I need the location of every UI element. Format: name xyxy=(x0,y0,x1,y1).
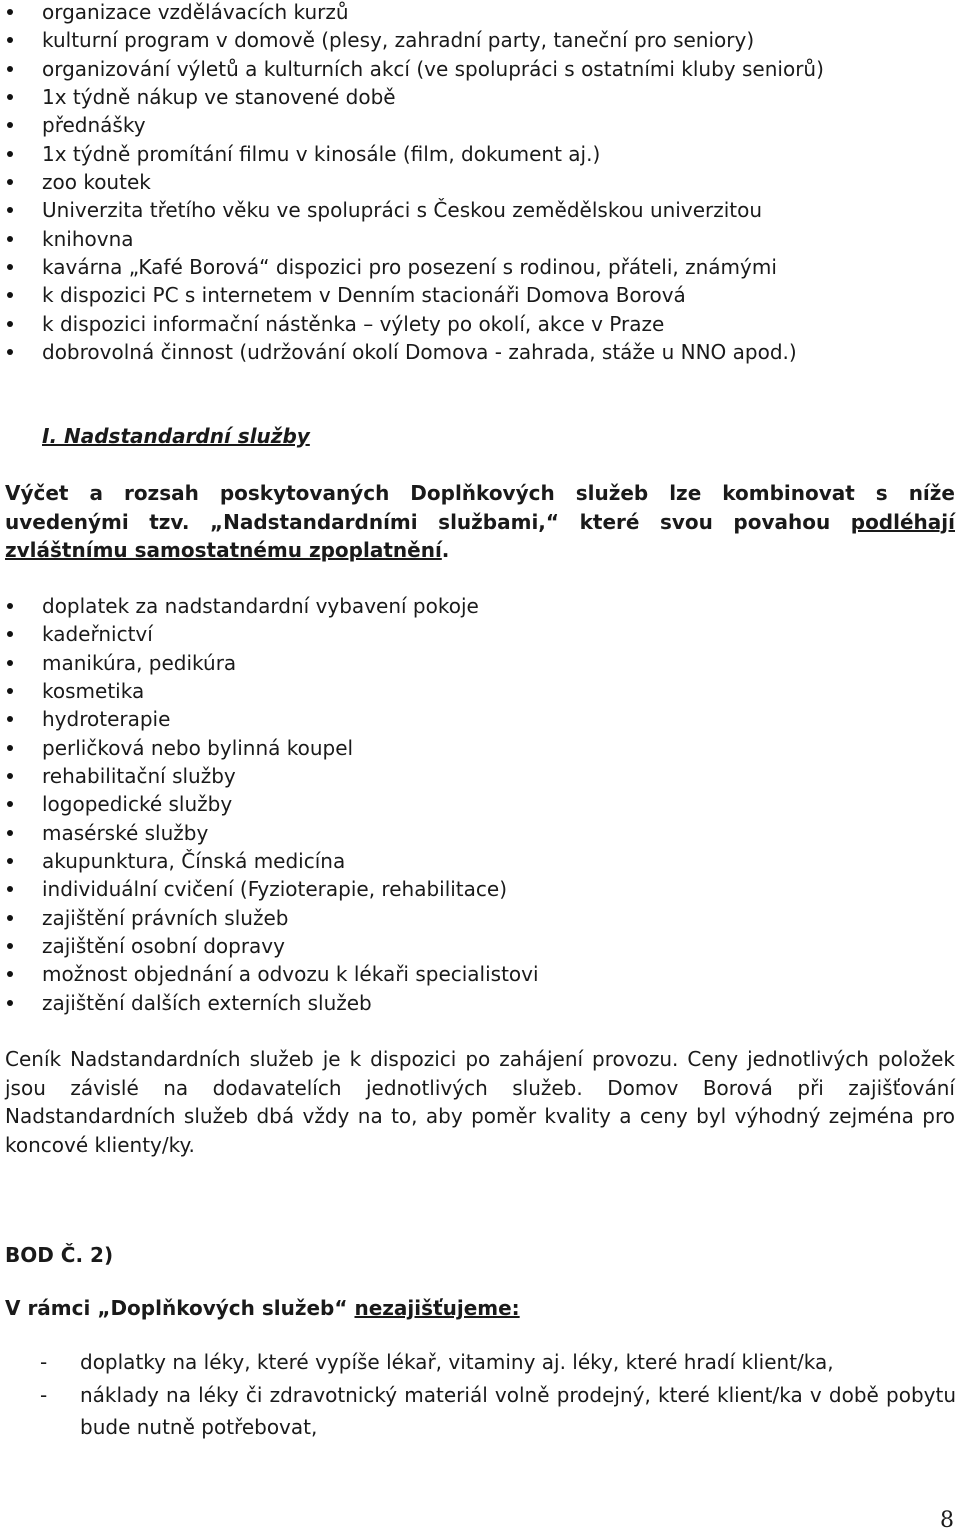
list-item: kavárna „Kafé Borová“ dispozici pro posezení s rodinou, přáteli, známými xyxy=(0,253,960,281)
intro-end: . xyxy=(441,538,450,562)
list-item: perličková nebo bylinná koupel xyxy=(0,734,960,762)
section-heading: I. Nadstandardní služby xyxy=(42,424,310,448)
list-item: kosmetika xyxy=(0,677,960,705)
activities-list xyxy=(0,0,960,366)
pricing-paragraph: Ceník Nadstandardních služeb je k dispozici po zahájení provozu. Ceny jednotlivých položek jsou závislé na dodavatelích jednotlivých služeb. Domov Borová při zajišťování Nadstandardních služeb dbá vždy na to, aby poměr kvality a ceny byl výhodný zejména pro koncové klienty/ky. xyxy=(5,1047,955,1157)
list-item: 1x týdně nákup ve stanovené době xyxy=(0,83,960,111)
list-item: logopedické služby xyxy=(0,790,960,818)
intro-underlined-text: podléhají zvláštnímu samostatnému zpoplatnění xyxy=(5,509,955,562)
list-item: individuální cvičení (Fyzioterapie, rehabilitace) xyxy=(0,875,960,903)
list-item: zajištění právních služeb xyxy=(0,904,960,932)
list-item: zajištění dalších externích služeb xyxy=(0,989,960,1017)
list-item: Univerzita třetího věku ve spolupráci s Českou zemědělskou univerzitou xyxy=(0,196,960,224)
list-item: masérské služby xyxy=(0,819,960,847)
list-item: dobrovolná činnost (udržování okolí Domova - zahrada, stáže u NNO apod.) xyxy=(0,338,960,366)
dash-marker: - xyxy=(40,1350,48,1374)
list-item: přednášky xyxy=(0,111,960,139)
exclusion-heading-prefix: V rámci „Doplňkových služeb“ xyxy=(5,1296,355,1320)
exclusion-item xyxy=(0,1379,960,1444)
exclusion-text: náklady na léky či zdravotnický materiál volně prodejný, které klient/ka v době pobytu bude nutně potřebovat, xyxy=(80,1382,956,1439)
list-item: organizování výletů a kulturních akcí (ve spolupráci s ostatními kluby seniorů) xyxy=(0,55,960,83)
page-number: 8 xyxy=(940,1508,954,1533)
bod-heading: BOD Č. 2) xyxy=(5,1243,114,1267)
list-item: manikúra, pedikúra xyxy=(0,649,960,677)
exclusion-text: doplatky na léky, které vypíše lékař, vitaminy aj. léky, které hradí klient/ka, xyxy=(80,1350,834,1374)
list-item: akupunktura, Čínská medicína xyxy=(0,847,960,875)
dash-marker: - xyxy=(40,1382,48,1407)
list-item: kulturní program v domově (plesy, zahradní party, taneční pro seniory) xyxy=(0,26,960,54)
list-item: možnost objednání a odvozu k lékaři specialistovi xyxy=(0,960,960,988)
list-item: k dispozici PC s internetem v Denním stacionáři Domova Borová xyxy=(0,281,960,309)
intro-text: Výčet a rozsah poskytovaných Doplňkových služeb lze kombinovat s níže uvedenými tzv. „Nadstandardními službami,“ které svou povahou xyxy=(5,481,955,534)
list-item: organizace vzdělávacích kurzů xyxy=(0,0,960,26)
list-item: knihovna xyxy=(0,225,960,253)
list-item: k dispozici informační nástěnka – výlety po okolí, akce v Praze xyxy=(0,310,960,338)
list-item: doplatek za nadstandardní vybavení pokoje xyxy=(0,592,960,620)
exclusion-heading xyxy=(5,1293,520,1323)
exclusions-list xyxy=(0,1346,960,1444)
list-item: hydroterapie xyxy=(0,705,960,733)
services-list xyxy=(0,592,960,1017)
list-item: zajištění osobní dopravy xyxy=(0,932,960,960)
list-item: kadeřnictví xyxy=(0,620,960,648)
list-item: 1x týdně promítání filmu v kinosále (film, dokument aj.) xyxy=(0,140,960,168)
list-item: zoo koutek xyxy=(0,168,960,196)
list-item: rehabilitační služby xyxy=(0,762,960,790)
exclusion-heading-underlined: nezajišťujeme: xyxy=(354,1296,520,1320)
intro-paragraph xyxy=(5,479,955,565)
exclusion-item xyxy=(0,1346,960,1379)
